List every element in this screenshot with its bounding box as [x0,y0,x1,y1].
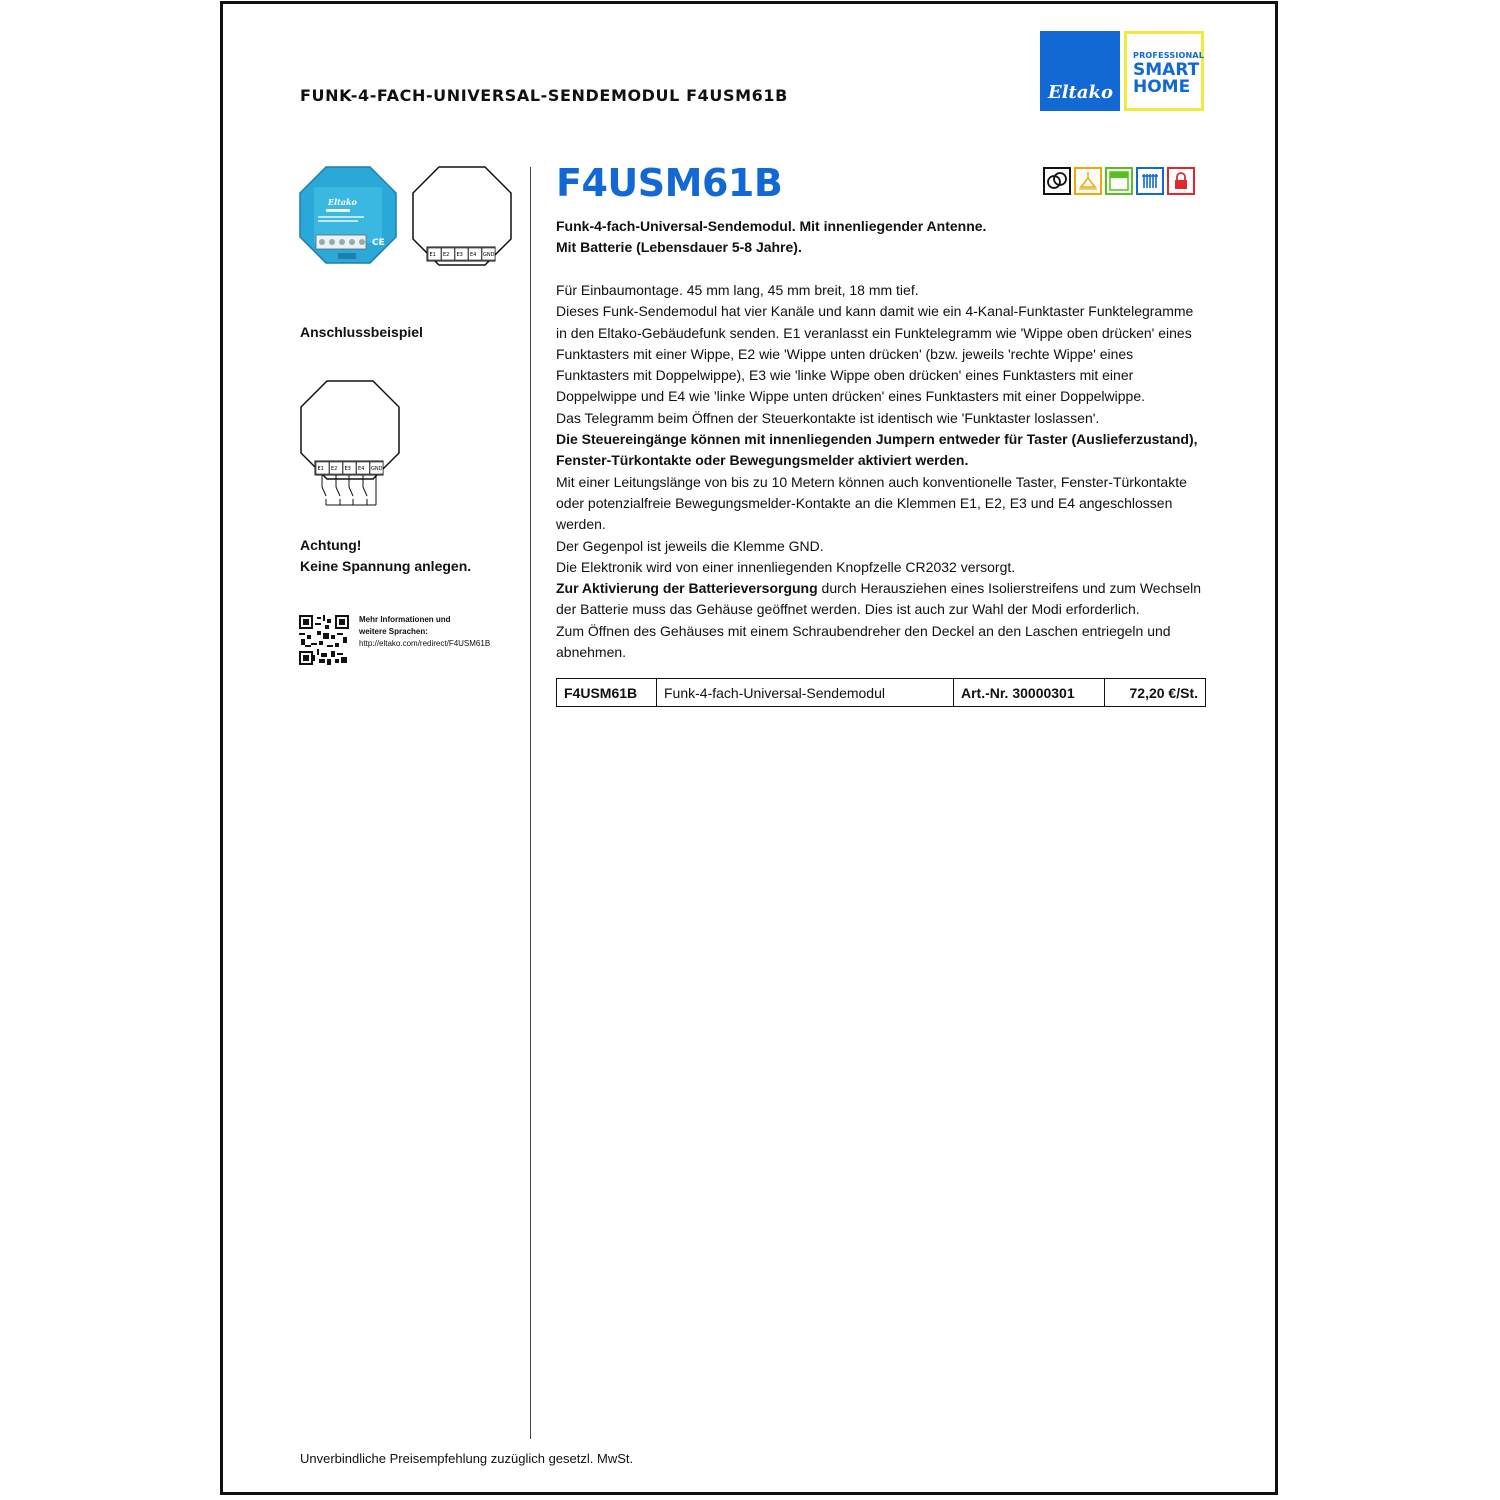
diagram-terminal-labels [316,462,383,474]
product-photo-brand: Eltako [328,197,357,207]
product-photo [298,165,398,265]
warning-text: Keine Spannung anlegen. [300,558,472,574]
heating-icon [1136,167,1164,195]
connection-example-heading: Anschlussbeispiel [300,324,423,340]
qr-info-line1: Mehr Informationen und [359,615,451,624]
page-header-title: FUNK-4-FACH-UNIVERSAL-SENDEMODUL F4USM61B [300,86,788,105]
diagram-terminal-label: GND [371,466,383,472]
product-lead-line1: Funk-4-fach-Universal-Sendemodul. Mit innenliegender Antenne. [556,218,987,234]
warning-note [300,535,471,577]
description-paragraph: Zum Öffnen des Gehäuses mit einem Schraubendreher den Deckel an den Laschen entriegeln und abnehmen. [556,622,1171,661]
product-lead-line2: Mit Batterie (Lebensdauer 5-8 Jahre). [556,239,802,255]
order-article-number: Art.-Nr. 30000301 [954,679,1105,707]
connection-example-diagram [299,379,401,509]
price-disclaimer: Unverbindliche Preisempfehlung zuzüglich gesetzl. MwSt. [300,1451,634,1466]
order-price: 72,20 €/St. [1105,679,1206,707]
smart-home-badge-line2: SMART [1133,60,1200,80]
terminal-label: E2 [443,252,450,258]
diagram-terminal-label: E1 [317,466,324,472]
qr-info-line2: weitere Sprachen: [359,627,428,636]
order-table [556,678,1206,707]
svg-text:CE: CE [372,238,385,248]
terminal-label: GND [483,252,495,258]
datasheet-page [220,1,1278,1495]
diagram-terminal-label: E2 [331,466,338,472]
qr-code [299,615,349,665]
device-outline-drawing [411,165,513,267]
lamp-icon [1074,167,1102,195]
description-paragraph: Für Einbaumontage. 45 mm lang, 45 mm breit, 18 mm tief. [556,282,919,298]
diagram-terminal-label: E3 [344,466,351,472]
terminal-label: E4 [470,252,477,258]
description-paragraph: Die Elektronik wird von einer innenliegenden Knopfzelle CR2032 versorgt. [556,558,1016,575]
eltako-logo-text: Eltako [1048,82,1114,103]
qr-info [359,614,490,650]
description-paragraph: Mit einer Leitungslänge von bis zu 10 Metern können auch konventionelle Taster, Fenster-Türkontakte oder potenzialfreie Bewegungsmelder-Kontakte an die Klemmen E1, E2, E3 und E4 angeschlossen werden. [556,473,1187,533]
description-paragraph: Das Telegramm beim Öffnen der Steuerkontakte ist identisch wie 'Funktaster loslassen'. [556,409,1100,426]
terminal-label: E1 [429,252,436,258]
battery-activation-text: durch Herausziehen eines Isolierstreifens und zum Wechseln der Batterie muss das Gehäuse geöffnet werden. Dies ist auch zur Wahl der Modi erforderlich. [556,580,1202,618]
blind-icon [1105,167,1133,195]
smart-home-badge [1124,31,1204,111]
product-lead [556,216,1196,258]
light-scenes-icon [1043,167,1071,195]
description-paragraph: Der Gegenpol ist jeweils die Klemme GND. [556,537,824,554]
description-paragraph [556,578,1206,621]
order-model: F4USM61B [557,679,657,707]
lock-icon [1167,167,1195,195]
function-icons [1043,167,1195,197]
smart-home-badge-line1: PROFESSIONAL [1133,51,1205,60]
battery-activation-bold: Zur Aktivierung der Batterieversorgung [556,580,818,597]
product-title: F4USM61B [556,161,783,205]
product-description [556,280,1206,663]
order-row [557,679,1206,707]
smart-home-badge-line3: HOME [1133,77,1191,97]
qr-url[interactable]: http://eltako.com/redirect/F4USM61B [359,639,491,648]
description-paragraph-bold: Die Steuereingänge können mit innenliegenden Jumpern entweder für Taster (Auslieferzustand), Fenster-Türkontakte oder Bewegungsmelder aktiviert werden. [556,431,1198,469]
warning-title: Achtung! [300,537,362,553]
column-divider [530,167,531,1439]
diagram-terminal-label: E4 [358,466,365,472]
eltako-logo [1040,31,1120,111]
terminal-label: E3 [456,252,463,258]
order-description: Funk-4-fach-Universal-Sendemodul [657,679,954,707]
terminal-labels [428,248,495,260]
description-paragraph: Dieses Funk-Sendemodul hat vier Kanäle und kann damit wie ein 4-Kanal-Funktaster Funktelegramme in den Eltako-Gebäudefunk senden. E1 veranlasst ein Funktelegramm wie 'Wippe oben drücken' eines Funktasters mit einer Wippe, E2 wie 'Wippe unten drücken' (bzw. jeweils 'rechte Wippe' eines Funktasters mit Doppelwippe), E3 wie 'linke Wippe oben drücken' eines Funktasters mit einer Doppelwippe und E4 wie 'linke Wippe unten drücken' eines Funktasters mit einer Doppelwippe. [556,303,1194,405]
